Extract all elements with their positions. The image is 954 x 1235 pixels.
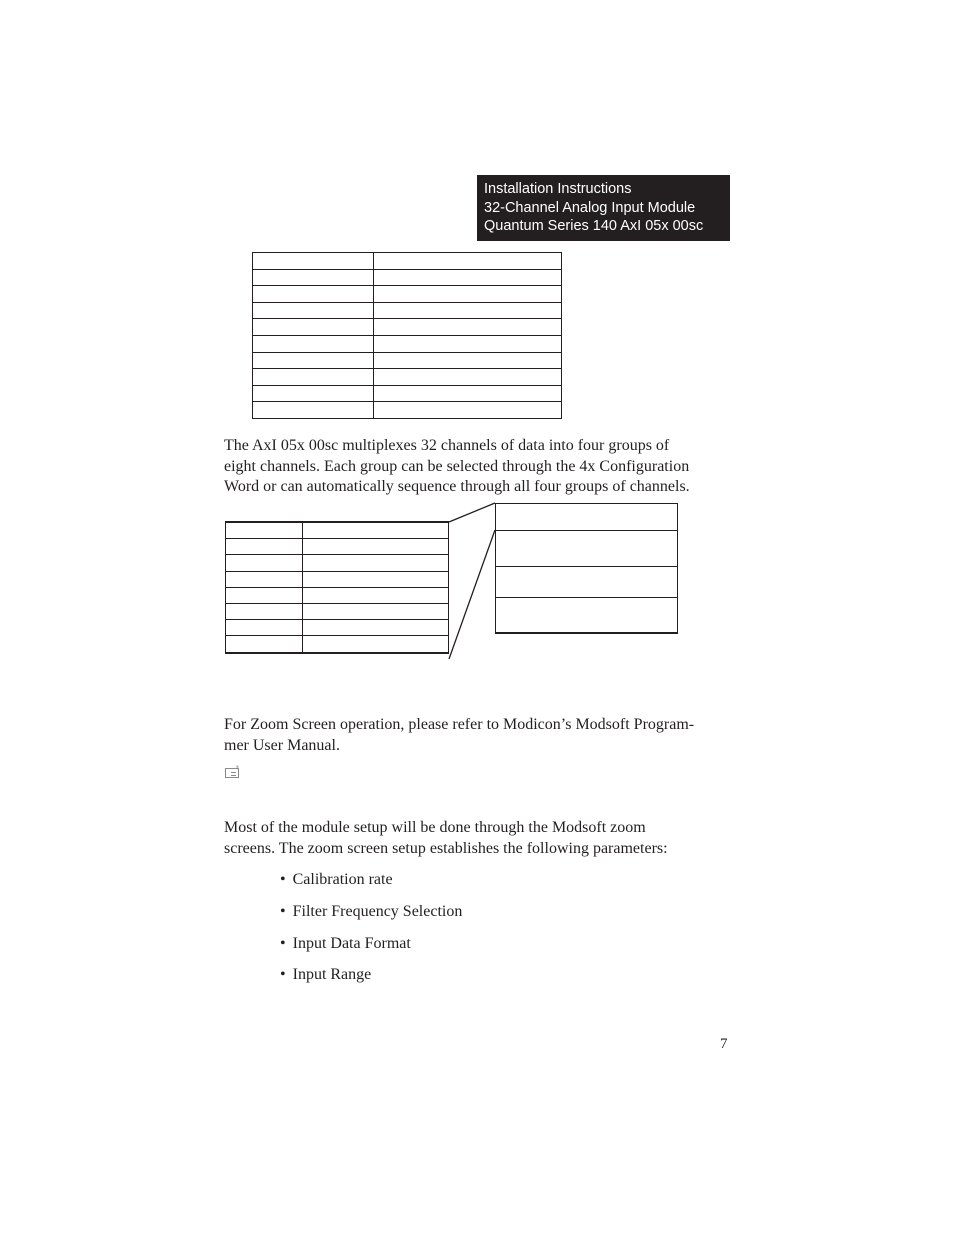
header-title: Installation Instructions xyxy=(484,181,632,197)
bullet-icon: • xyxy=(280,966,286,983)
callout-line-top xyxy=(449,503,495,522)
list-item xyxy=(280,902,462,922)
list-item-label: Filter Frequency Selection xyxy=(292,903,463,920)
header-series: Quantum Series 140 AxI 05x 00sc xyxy=(484,218,704,234)
header-subtitle: 32-Channel Analog Input Module xyxy=(484,199,696,216)
note-icon-line xyxy=(231,775,236,776)
zoom-screen-paragraph xyxy=(224,715,734,756)
page-number: 7 xyxy=(720,1036,728,1052)
callout-row-divider xyxy=(496,530,677,531)
intro-line: Word or can automatically sequence through all four groups of channels. xyxy=(224,478,690,495)
callout-row-divider xyxy=(496,566,677,567)
bullet-icon: • xyxy=(280,903,286,920)
callout-line-bottom xyxy=(449,530,495,659)
bullet-icon: • xyxy=(280,871,286,888)
intro-line: The AxI 05x 00sc multiplexes 32 channels of data into four groups of xyxy=(224,437,670,454)
list-item-label: Input Data Format xyxy=(292,935,411,952)
note-icon xyxy=(225,764,239,778)
list-item-label: Calibration rate xyxy=(292,871,393,888)
list-item xyxy=(280,965,371,985)
list-item-label: Input Range xyxy=(292,966,372,983)
callout-detail-box xyxy=(495,503,678,634)
zoom-line: mer User Manual. xyxy=(224,736,340,754)
list-item xyxy=(280,870,393,890)
bullet-icon: • xyxy=(280,935,286,952)
zoom-line: For Zoom Screen operation, please refer to Modicon’s Modsoft Program- xyxy=(224,716,695,733)
note-icon-line xyxy=(231,772,236,773)
intro-line: eight channels. Each group can be selected through the 4x Configuration xyxy=(224,457,690,475)
setup-line: Most of the module setup will be done through the Modsoft zoom xyxy=(224,819,646,836)
list-item xyxy=(280,934,411,954)
setup-line: screens. The zoom screen setup establishes the following parameters: xyxy=(224,839,668,857)
callout-row-divider xyxy=(496,597,677,598)
note-icon-mark: * xyxy=(235,764,239,772)
setup-paragraph xyxy=(224,818,734,859)
